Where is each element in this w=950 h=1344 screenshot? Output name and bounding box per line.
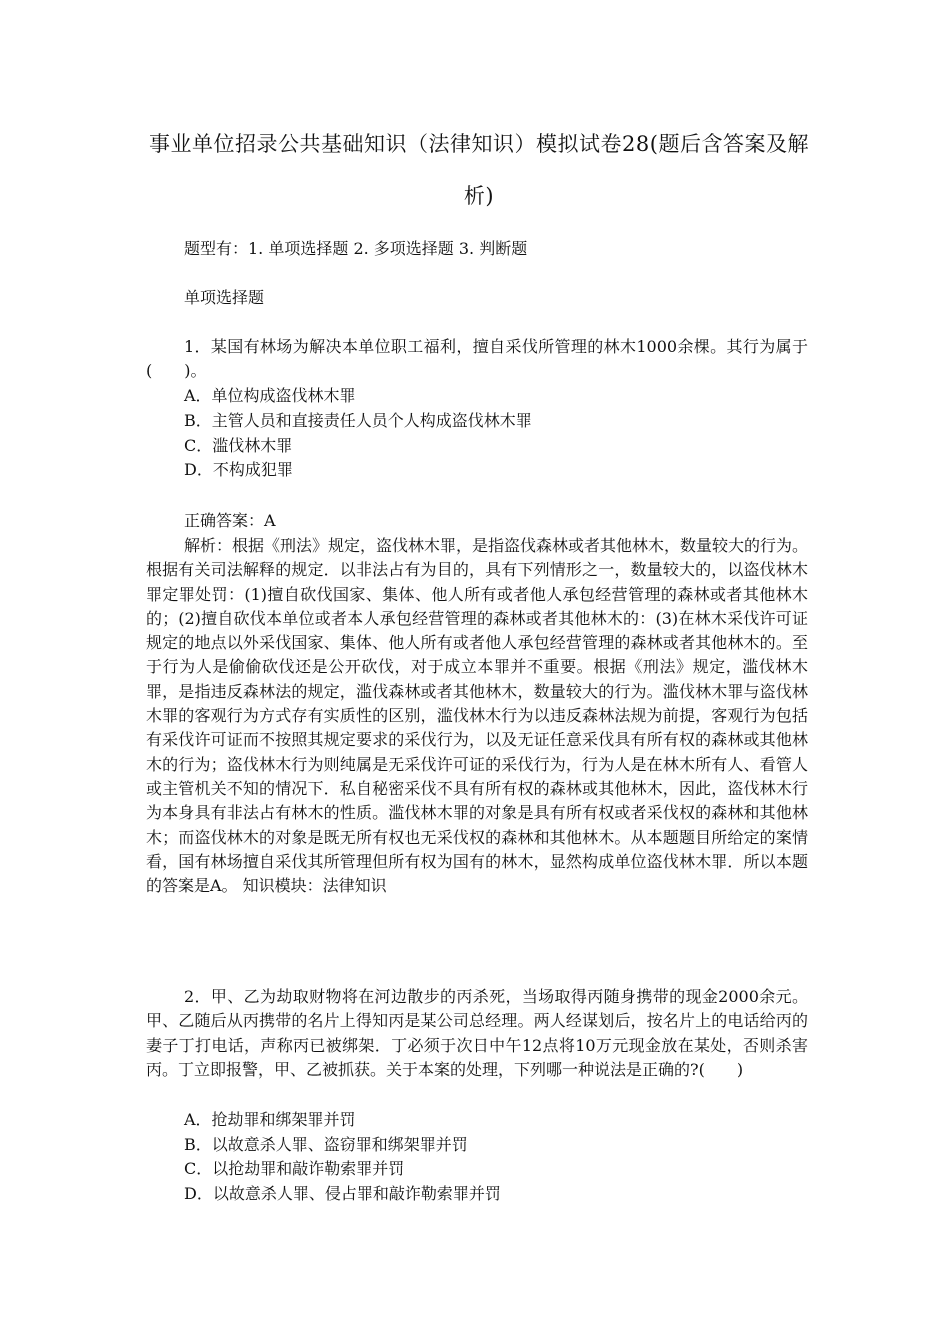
question-2-option-d: D．以故意杀人罪、侵占罪和敲诈勒索罪并罚 xyxy=(184,1184,501,1203)
question-1-option-c: C．滥伐林木罪 xyxy=(184,436,293,455)
question-1-answer: 正确答案：A xyxy=(184,511,276,530)
question-2-option-a: A．抢劫罪和绑架罪并罚 xyxy=(184,1110,356,1129)
question-1-option-a: A．单位构成盗伐林木罪 xyxy=(184,386,356,405)
question-2-option-b: B．以故意杀人罪、盗窃罪和绑架罪并罚 xyxy=(184,1135,468,1154)
question-1-option-b: B．主管人员和直接责任人员个人构成盗伐林木罪 xyxy=(184,411,532,430)
document-title: 事业单位招录公共基础知识（法律知识）模拟试卷28(题后含答案及解析) xyxy=(149,132,809,208)
question-1-analysis: 解析：根据《刑法》规定，盗伐林木罪，是指盗伐森林或者其他林木，数量较大的行为。根据有关司法解释的规定．以非法占有为目的，具有下列情形之一，数量较大的，以盗伐林木罪定罪处罚：(1)擅自砍伐国家、集体、他人所有或者他人承包经营管理的森林或者其他林木的；(2)擅自砍伐本单位或者本人承包经营管理的森林或者其他林木的：(3)在林木采伐许可证规定的地点以外采伐国家、集体、他人所有或者他人承包经营管理的森林或者其他林木的。至于行为人是偷偷砍伐还是公开砍伐，对于成立本罪并不重要。根据《刑法》规定，滥伐林木罪，是指违反森林法的规定，滥伐森林或者其他林木，数量较大的行为。滥伐林木罪与盗伐林木罪的客观行为方式存有实质性的区别，滥伐林木行为以违反森林法规为前提，客观行为包括有采伐许可证而不按照其规定要求的采伐行为，以及无证任意采伐具有所有权的森林或其他林木的行为；盗伐林木行为则纯属是无采伐许可证的采伐行为，行为人是在林木所有人、看管人或主管机关不知的情况下．私自秘密采伐不具有所有权的森林或其他林木，因此，盗伐林木行为本身具有非法占有林木的性质。滥伐林木罪的对象是具有所有权或者采伐权的森林和其他林木；而盗伐林木的对象是既无所有权也无采伐权的森林和其他林木。从本题题目所给定的案情看，国有林场擅自采伐其所管理但所有权为国有的林木，显然构成单位盗伐林木罪．所以本题的答案是A。 知识模块：法律知识 xyxy=(146,536,809,896)
section-heading: 单项选择题 xyxy=(184,288,265,307)
question-1-stem: 1．某国有林场为解决本单位职工福利，擅自采伐所管理的林木1000余棵。其行为属于( )。 xyxy=(146,337,808,381)
question-2-stem: 2．甲、乙为劫取财物将在河边散步的丙杀死，当场取得丙随身携带的现金2000余元。甲、乙随后从丙携带的名片上得知丙是某公司总经理。两人经谋划后，按名片上的电话给丙的妻子丁打电话，声称丙已被绑架．丁必须于次日中午12点将10万元现金放在某处，否则杀害丙。丁立即报警，甲、乙被抓获。关于本案的处理，下列哪一种说法是正确的?( ) xyxy=(146,987,808,1079)
question-2-option-c: C．以抢劫罪和敲诈勒索罪并罚 xyxy=(184,1159,405,1178)
question-types: 题型有：1. 单项选择题 2. 多项选择题 3. 判断题 xyxy=(184,239,528,258)
question-1-option-d: D．不构成犯罪 xyxy=(184,460,293,479)
